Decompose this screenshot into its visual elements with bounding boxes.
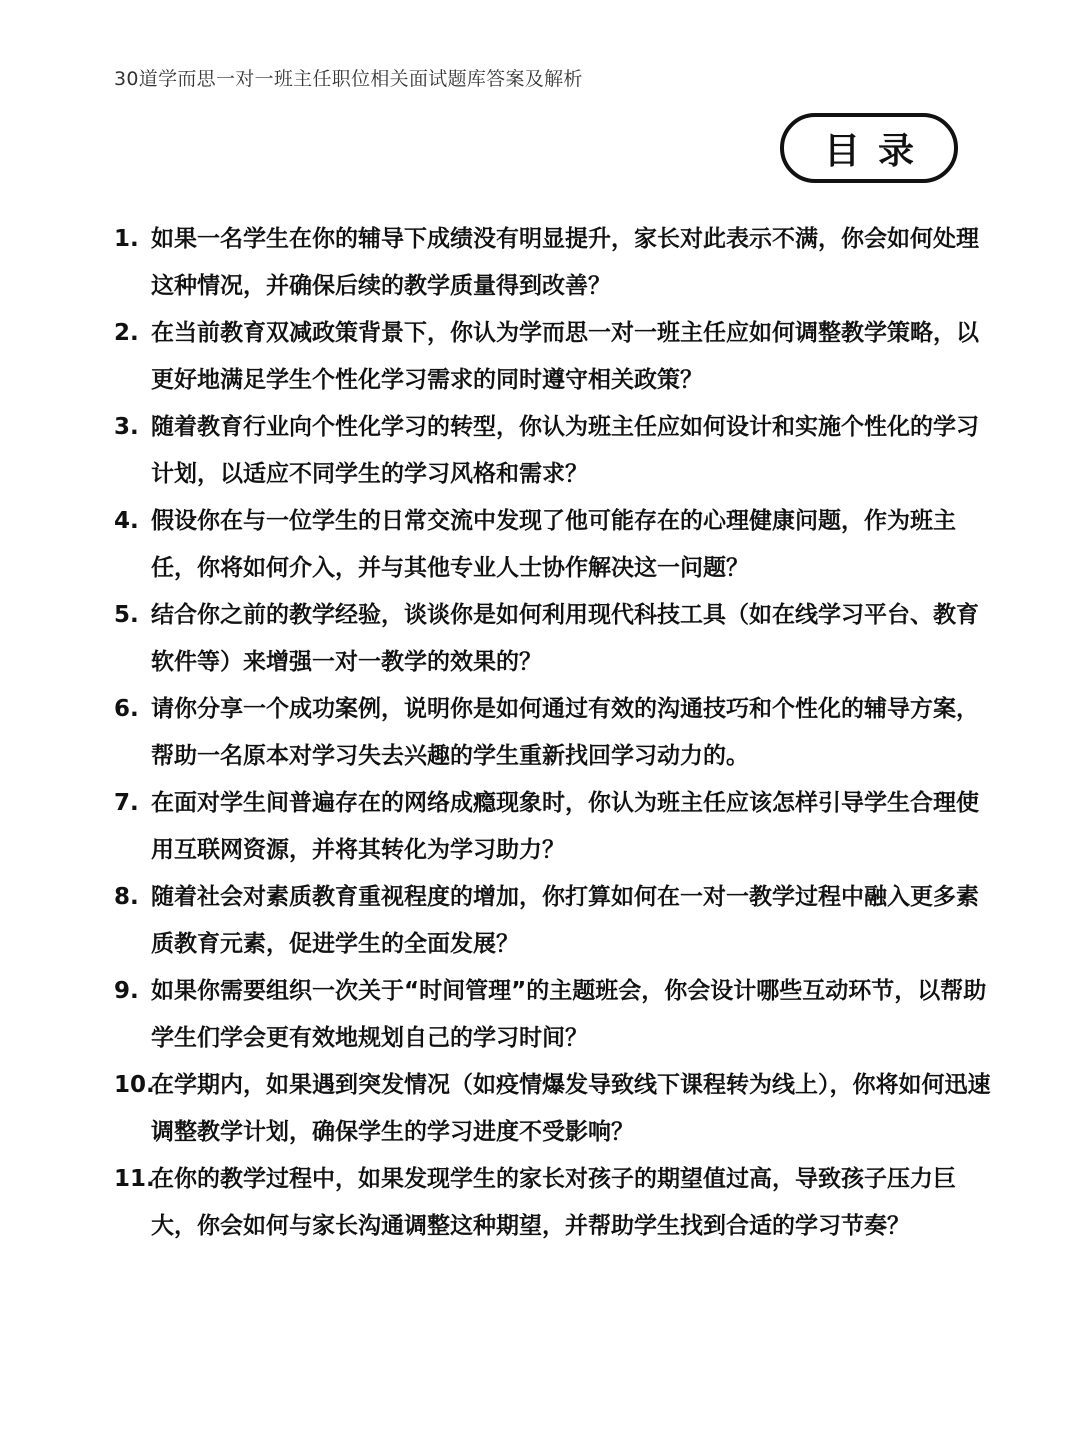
toc-title-badge: 目录 [780, 113, 958, 183]
toc-item-text: 在学期内，如果遇到突发情况（如疫情爆发导致线下课程转为线上），你将如何迅速调整教学计划，确保学生的学习进度不受影响？ [151, 1072, 991, 1145]
toc-item [114, 1062, 994, 1156]
toc-item-number: 3. [114, 414, 139, 440]
toc-item-text: 随着教育行业向个性化学习的转型，你认为班主任应如何设计和实施个性化的学习计划，以适应不同学生的学习风格和需求？ [151, 414, 979, 487]
toc-item-number: 10. [114, 1072, 155, 1098]
toc-item-text: 假设你在与一位学生的日常交流中发现了他可能存在的心理健康问题，作为班主任，你将如何介入，并与其他专业人士协作解决这一问题？ [151, 508, 956, 581]
toc-item-number: 4. [114, 508, 139, 534]
toc-item [114, 404, 994, 498]
toc-item-text: 如果你需要组织一次关于“时间管理”的主题班会，你会设计哪些互动环节，以帮助学生们学会更有效地规划自己的学习时间？ [151, 978, 987, 1051]
toc-item [114, 968, 994, 1062]
toc-item [114, 874, 994, 968]
document-header: 30道学而思一对一班主任职位相关面试题库答案及解析 [114, 68, 583, 90]
toc-item [114, 1156, 994, 1250]
toc-item-text: 请你分享一个成功案例，说明你是如何通过有效的沟通技巧和个性化的辅导方案，帮助一名原本对学习失去兴趣的学生重新找回学习动力的。 [151, 696, 979, 769]
toc-item-text: 随着社会对素质教育重视程度的增加，你打算如何在一对一教学过程中融入更多素质教育元素，促进学生的全面发展？ [151, 884, 979, 957]
toc-list [114, 216, 994, 1250]
toc-item-text: 在当前教育双减政策背景下，你认为学而思一对一班主任应如何调整教学策略，以更好地满足学生个性化学习需求的同时遵守相关政策？ [151, 320, 979, 393]
toc-item-text: 结合你之前的教学经验，谈谈你是如何利用现代科技工具（如在线学习平台、教育软件等）来增强一对一教学的效果的？ [151, 602, 979, 675]
toc-item-text: 在面对学生间普遍存在的网络成瘾现象时，你认为班主任应该怎样引导学生合理使用互联网资源，并将其转化为学习助力？ [151, 790, 979, 863]
toc-item-number: 11. [114, 1166, 155, 1192]
toc-item [114, 216, 994, 310]
toc-item-text: 在你的教学过程中，如果发现学生的家长对孩子的期望值过高，导致孩子压力巨大，你会如何与家长沟通调整这种期望，并帮助学生找到合适的学习节奏？ [151, 1166, 956, 1239]
toc-item-text: 如果一名学生在你的辅导下成绩没有明显提升，家长对此表示不满，你会如何处理这种情况，并确保后续的教学质量得到改善？ [151, 226, 979, 299]
toc-item-number: 9. [114, 978, 139, 1004]
toc-item [114, 498, 994, 592]
toc-item [114, 686, 994, 780]
toc-item-number: 6. [114, 696, 139, 722]
toc-item [114, 310, 994, 404]
toc-item [114, 780, 994, 874]
toc-item-number: 2. [114, 320, 139, 346]
toc-item [114, 592, 994, 686]
toc-item-number: 8. [114, 884, 139, 910]
toc-item-number: 1. [114, 226, 139, 252]
toc-item-number: 7. [114, 790, 139, 816]
toc-item-number: 5. [114, 602, 139, 628]
